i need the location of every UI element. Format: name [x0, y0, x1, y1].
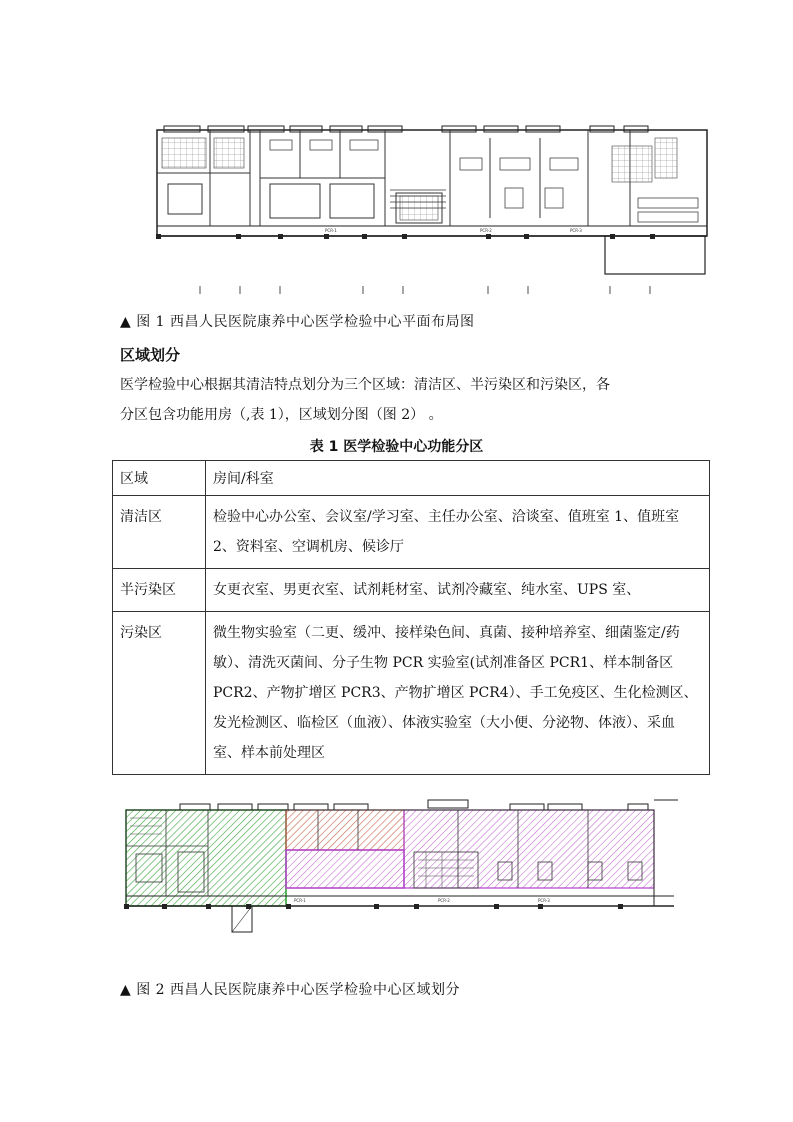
zone-cell: 污染区 [113, 612, 206, 775]
zone-cell: 半污染区 [113, 569, 206, 612]
rooms-cell: 女更衣室、男更衣室、试剂耗材室、试剂冷藏室、纯水室、UPS 室、 [206, 569, 710, 612]
fig1-room-label: PCR-2 [480, 228, 492, 233]
header-rooms: 房间/科室 [206, 461, 710, 496]
fig1-room-label: PCR-3 [570, 228, 582, 233]
figure-2-caption [120, 979, 460, 999]
clean-zone-area [126, 810, 286, 906]
fig2-room-label: PCR-3 [538, 898, 550, 903]
figure-1-caption [120, 311, 475, 331]
contaminated-zone-area [404, 810, 654, 888]
rooms-cell: 检验中心办公室、会议室/学习室、主任办公室、洽谈室、值班室 1、值班室 2、资料室、空调机房、候诊厅 [206, 496, 710, 569]
table-row [113, 496, 710, 569]
floor-plan-figure-1 [150, 118, 715, 300]
zone-table [112, 460, 710, 775]
triangle-marker-icon: ▲ [120, 314, 132, 330]
figure-1-caption-text: 图 1 西昌人民医院康养中心医学检验中心平面布局图 [136, 314, 475, 330]
table-row [113, 569, 710, 612]
table-title: 表 1 医学检验中心功能分区 [309, 439, 484, 455]
table-header-row [113, 461, 710, 496]
paragraph-line-1: 医学检验中心根据其清洁特点划分为三个区域：清洁区、半污染区和污染区，各 [120, 377, 610, 393]
figure-2-caption-text: 图 2 西昌人民医院康养中心医学检验中心区域划分 [136, 982, 461, 998]
zone-plan-figure-2 [118, 790, 678, 940]
triangle-marker-icon: ▲ [120, 982, 132, 998]
semi-contaminated-zone-area [286, 810, 404, 850]
fig2-room-label: PCR-2 [438, 898, 450, 903]
fig2-room-label: PCR-1 [294, 898, 306, 903]
paragraph-line-2: 分区包含功能用房（,表 1），区域划分图（图 2） 。 [120, 407, 443, 423]
rooms-cell: 微生物实验室（二更、缓冲、接样染色间、真菌、接种培养室、细菌鉴定/药敏）、清洗灭菌间、分子生物 PCR 实验室(试剂准备区 PCR1、样本制备区 PCR2、产物扩增区 PCR3、产物扩增区 PCR4）、手工免疫区、生化检测区、发光检测区、临检区（血液）、体液实验室（大小便、分泌物、体液）、采血室、样本前处理区 [206, 612, 710, 775]
header-zone: 区域 [113, 461, 206, 496]
section-heading: 区域划分 [120, 346, 181, 364]
table-row [113, 612, 710, 775]
zone-cell: 清洁区 [113, 496, 206, 569]
fig1-room-label: PCR-1 [325, 228, 337, 233]
